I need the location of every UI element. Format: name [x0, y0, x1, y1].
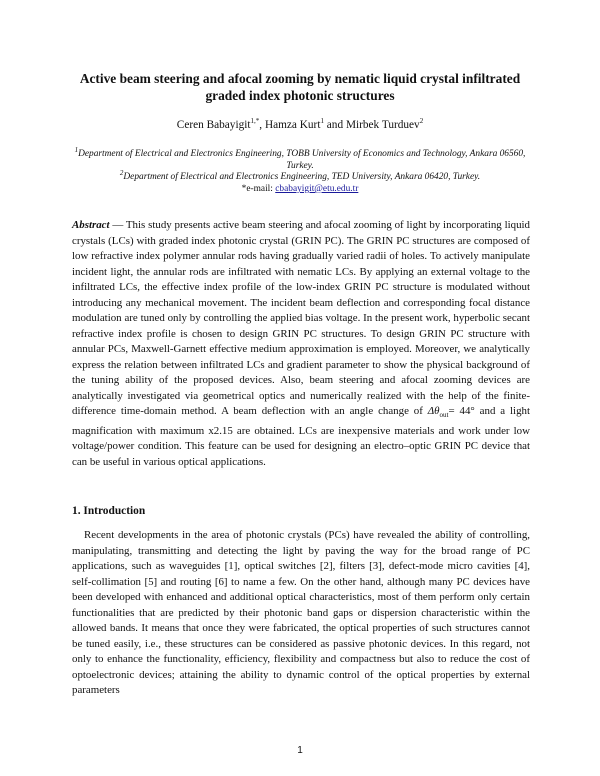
author-name: Ceren Babayigit	[176, 119, 251, 131]
author-name: Mirbek Turduev	[345, 119, 420, 131]
author-affil-sup: 1,*	[250, 117, 260, 126]
page-number: 1	[297, 745, 303, 756]
introduction-paragraph: Recent developments in the area of photonic crystals (PCs) have revealed the ability of controlling, manipulating, transmitting and detecting the light by paving the way for the broad range of PC applications, such as waveguides [1], optical switches [2], filters [3], defect-mode micro cavities [4], self-collimation [5] and routing [6] to name a few. On the other hand, although many PC devices have been developed with enhanced and additional optical characteristics, most of them perform only certain functionalities that are predicted by their photonic band gaps or dispersion characteristic within the allowed bands. It means that once they were fabricated, the optical properties of such structures cannot be tuned easily, i.e., these structures can be considered as passive photonic devices. In this regard, not only to enhance the functionality, efficiency, flexibility and compactness but also to reduce the cost of optoelectronic devices; attaining the ability to dynamic control of the optical properties by external parameters	[72, 529, 530, 696]
paper-title: Active beam steering and afocal zooming by nematic liquid crystal infiltrated graded index photonic structures	[79, 71, 521, 103]
section-heading-introduction: 1. Introduction	[72, 505, 146, 517]
author-affil-sup: 1	[320, 117, 324, 126]
email-link[interactable]: cbabayigit@etu.edu.tr	[275, 183, 359, 194]
author-list	[60, 118, 540, 132]
email-label: *e-mail:	[241, 183, 276, 194]
affiliation-2	[70, 169, 530, 184]
affiliation-1	[70, 145, 530, 172]
affiliation-sup: 2	[119, 169, 124, 178]
abstract-text-end: = 44° and a light magnification with maximum x2.15 are obtained. LCs are inexpensive materials and work under low voltage/power condition. This feature can be used for designing an electro–optic GRIN PC device that can be useful in various optical applications.	[72, 405, 530, 468]
affiliation-text: Department of Electrical and Electronics Engineering, TED University, Ankara 06420, Turkey.	[123, 172, 481, 183]
author-affil-sup: 2	[419, 117, 424, 126]
symbol-subscript: out	[439, 411, 449, 420]
author-separator: ,	[259, 119, 265, 131]
email-line	[70, 184, 530, 196]
abstract-dash: —	[109, 219, 126, 231]
author-separator: and	[323, 119, 346, 131]
affiliations	[70, 145, 530, 195]
author-name: Hamza Kurt	[264, 119, 321, 131]
abstract-label: Abstract	[72, 219, 110, 231]
delta-theta-symbol: Δθ	[427, 405, 440, 417]
abstract-text: This study presents active beam steering and afocal zooming of light by incorporating liquid crystals (LCs) with graded index photonic crystal (GRIN PC). The GRIN PC structures are composed of low refractive index polymer annular rods having gradually varied radii of holes. To actively manipulate incident light, the annular rods are infiltrated with nematic LCs. By applying an external voltage to the infiltrated LCs, the effective index profile of the low-index GRIN PC structure is modulated without introducing any mechanical movement. The incident beam deflection and corresponding focal distance modulation are tuned only by controlling the applied bias voltage. In the present work, hyperbolic secant refractive index profile is chosen to design GRIN PC structures. To design GRIN PC structure with annular PCs, Maxwell-Garnett effective medium approximation is employed. Moreover, we analytically express the relation between infiltrated LCs and gradient parameter to show the physical background of the tuning ability of the proposed devices. Also, beam steering and afocal zooming devices are analytically investigated via geometrical optics and numerically realized with the help of the finite-difference time-domain method. A beam deflection with an angle change of	[72, 219, 530, 417]
abstract-paragraph	[72, 218, 530, 470]
affiliation-sup: 1	[74, 145, 79, 154]
affiliation-text: Department of Electrical and Electronics Engineering, TOBB University of Economics and Technology, Ankara 06560, Turkey.	[78, 149, 526, 171]
